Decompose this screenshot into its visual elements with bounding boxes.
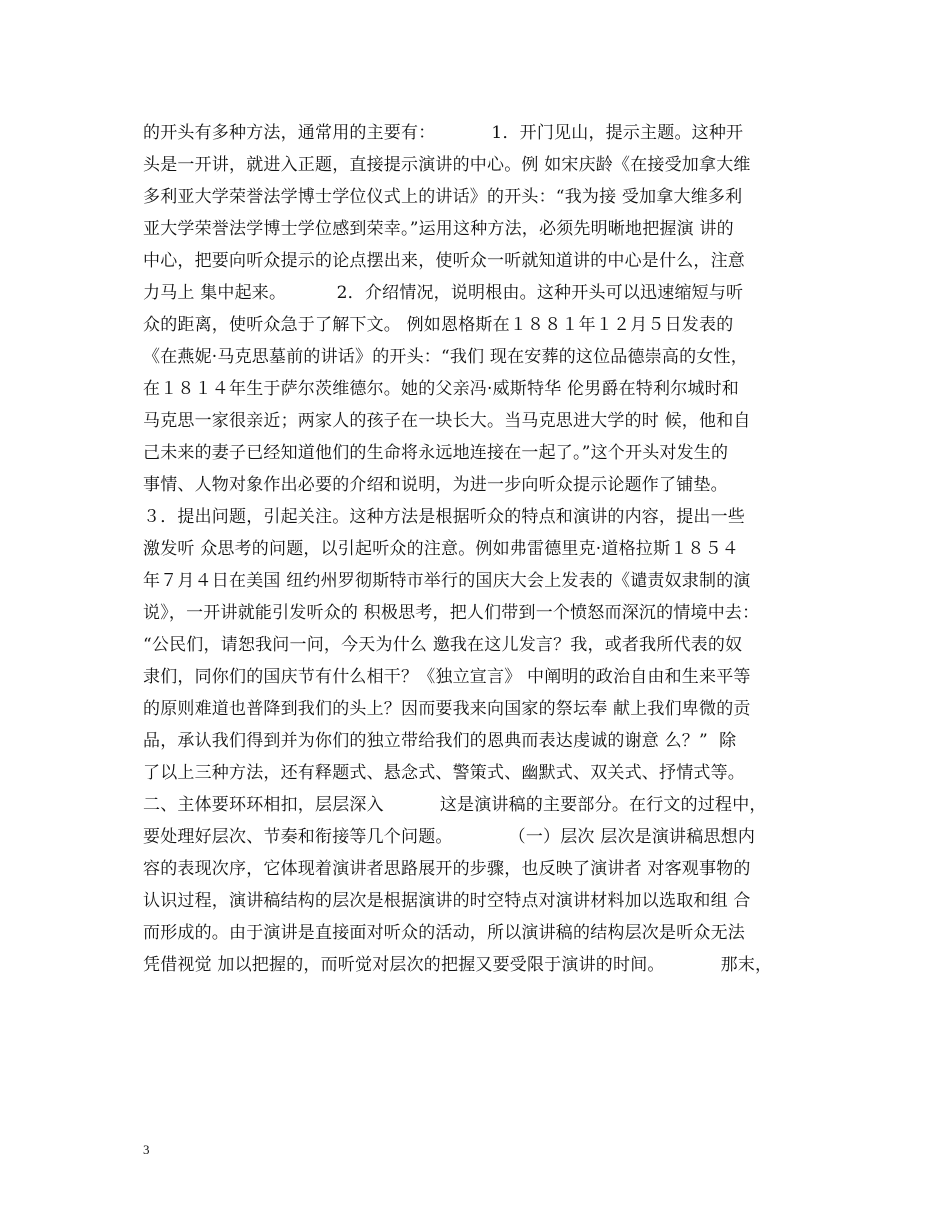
page-number: 3 bbox=[143, 1142, 150, 1157]
body-text bbox=[143, 117, 823, 981]
text-line: 的开头有多种方法，通常用的主要有： 1．开门见山，提示主题。这种开 bbox=[143, 123, 744, 143]
text-line: 在１８１４年生于萨尔茨维德尔。她的父亲冯·威斯特华 伦男爵在特利尔城时和 bbox=[143, 379, 740, 399]
text-line: 凭借视觉 加以把握的，而听觉对层次的把握又要受限于演讲的时间。 那末， bbox=[143, 955, 773, 975]
text-line: 事情、人物对象作出必要的介绍和说明，为进一步向听众提示论题作了铺垫。 bbox=[143, 475, 728, 495]
text-line: 了以上三种方法，还有释题式、悬念式、警策式、幽默式、双关式、抒情式等。 bbox=[143, 763, 745, 783]
text-line: “公民们，请恕我问一问，今天为什么 邀我在这儿发言？我，或者我所代表的奴 bbox=[143, 635, 743, 655]
text-line: 隶们，同你们的国庆节有什么相干？《独立宣言》 中阐明的政治自由和生来平等 bbox=[143, 667, 751, 687]
text-line: 头是一开讲，就进入正题，直接提示演讲的中心。例 如宋庆龄《在接受加拿大维 bbox=[143, 155, 751, 175]
text-line: 多利亚大学荣誉法学博士学位仪式上的讲话》的开头：“我为接 受加拿大维多利 bbox=[143, 187, 743, 207]
text-line: 亚大学荣誉法学博士学位感到荣幸。”运用这种方法，必须先明晰地把握演 讲的 bbox=[143, 219, 734, 239]
text-line: 品，承认我们得到并为你们的独立带给我们的恩典而表达虔诚的谢意 么？” 除 bbox=[143, 731, 737, 751]
text-line: 要处理好层次、节奏和衔接等几个问题。 （一）层次 层次是演讲稿思想内 bbox=[143, 827, 756, 847]
text-line: 激发听 众思考的问题，以引起听众的注意。例如弗雷德里克·道格拉斯１８５４ bbox=[143, 539, 740, 559]
text-line: 力马上 集中起来。 2．介绍情况，说明根由。这种开头可以迅速缩短与听 bbox=[143, 283, 744, 303]
text-line: 《在燕妮·马克思墓前的讲话》的开头：“我们 现在安葬的这位品德崇高的女性， bbox=[143, 347, 748, 367]
text-line: 马克思一家很亲近；两家人的孩子在一块长大。当马克思进大学的时 候，他和自 bbox=[143, 411, 751, 431]
text-line: 二、主体要环环相扣，层层深入 这是演讲稿的主要部分。在行文的过程中， bbox=[143, 795, 767, 815]
text-line: 而形成的。由于演讲是直接面对听众的活动，所以演讲稿的结构层次是听众无法 bbox=[143, 923, 745, 943]
text-line: 说》，一开讲就能引发听众的 积极思考，把人们带到一个愤怒而深沉的情境中去： bbox=[143, 603, 760, 623]
text-line: 容的表现次序，它体现着演讲者思路展开的步骤，也反映了演讲者 对客观事物的 bbox=[143, 859, 751, 879]
text-line: 年７月４日在美国 纽约州罗彻斯特市举行的国庆大会上发表的《谴责奴隶制的演 bbox=[143, 571, 751, 591]
text-line: ３．提出问题，引起关注。这种方法是根据听众的特点和演讲的内容，提出一些 bbox=[143, 507, 745, 527]
text-line: 中心，把要向听众提示的论点摆出来，使听众一听就知道讲的中心是什么，注意 bbox=[143, 251, 745, 271]
text-line: 众的距离，使听众急于了解下文。 例如恩格斯在１８８１年１２月５日发表的 bbox=[143, 315, 734, 335]
text-line: 己未来的妻子已经知道他们的生命将永远地连接在一起了。”这个开头对发生的 bbox=[143, 443, 729, 463]
text-line: 的原则难道也普降到我们的头上？因而要我来向国家的祭坛奉 献上我们卑微的贡 bbox=[143, 699, 751, 719]
text-line: 认识过程，演讲稿结构的层次是根据演讲的时空特点对演讲材料加以选取和组 合 bbox=[143, 891, 751, 911]
